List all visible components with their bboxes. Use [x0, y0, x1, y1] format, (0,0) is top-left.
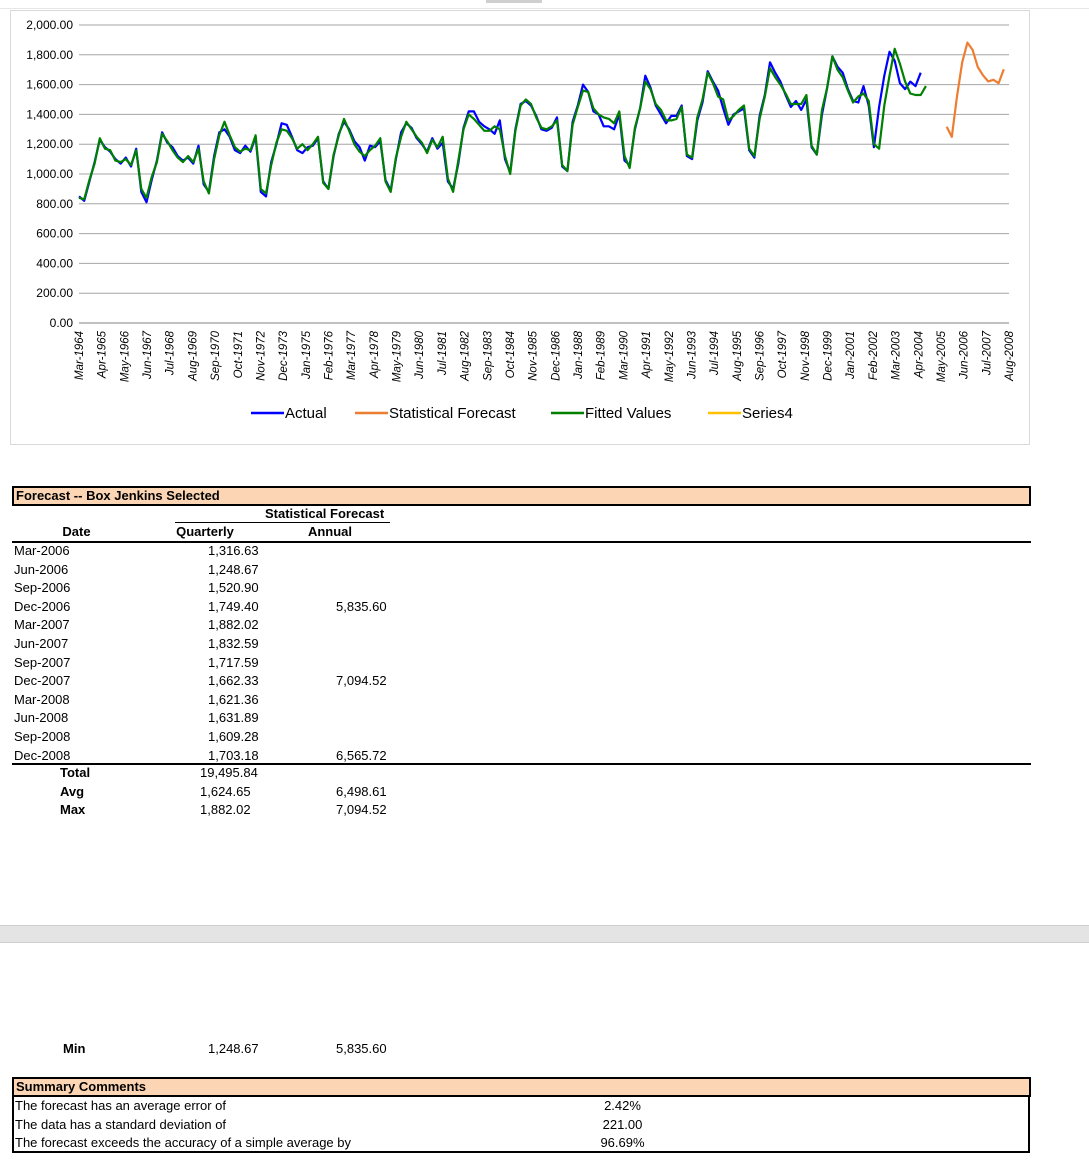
summary-comment-value: 96.69%	[600, 1135, 645, 1150]
x-tick-label: May-1979	[391, 331, 404, 383]
scroll-tab[interactable]	[486, 0, 542, 3]
x-tick-label: Jun-2006	[958, 331, 971, 379]
forecast-row-date: Jun-2007	[14, 636, 69, 651]
series-line-actual	[79, 52, 921, 203]
forecast-row-date: Dec-2008	[14, 748, 71, 763]
rows-bottom-border	[12, 763, 1031, 765]
group-header-underline	[175, 522, 390, 523]
x-tick-label: Mar-1977	[346, 331, 359, 381]
y-tick-label: 400.00	[36, 256, 73, 271]
summary-title: Summary Comments	[16, 1079, 147, 1094]
x-tick-label: Jun-1993	[686, 331, 699, 379]
x-tick-label: Aug-2008	[1004, 331, 1016, 381]
forecast-row-quarterly: 1,703.18	[208, 748, 259, 763]
min-label: Min	[63, 1041, 86, 1056]
forecast-row-date: Dec-2007	[14, 673, 71, 688]
x-tick-label: Mar-1990	[618, 331, 631, 381]
x-tick-label: Jan-1988	[573, 331, 586, 379]
quarterly-column-header: Quarterly	[176, 524, 234, 539]
summary-comment-text: The data has a standard deviation of	[15, 1117, 227, 1132]
summary-comment-text: The forecast has an average error of	[15, 1098, 227, 1113]
forecast-row-quarterly: 1,520.90	[208, 580, 259, 595]
y-tick-label: 200.00	[36, 286, 73, 301]
y-tick-label: 1,800.00	[26, 47, 73, 62]
x-tick-label: Dec-1973	[278, 331, 291, 381]
x-tick-label: Jun-1980	[414, 331, 427, 379]
x-tick-label: Nov-1972	[255, 331, 268, 381]
x-tick-label: Jul-1994	[709, 331, 722, 376]
x-tick-label: Oct-1971	[232, 331, 245, 379]
forecast-title-bar	[12, 486, 1031, 506]
min-annual: 5,835.60	[336, 1041, 387, 1056]
y-tick-label: 1,000.00	[26, 167, 73, 181]
x-tick-label: Feb-1989	[595, 331, 608, 381]
summary-comment-value: 221.00	[602, 1117, 643, 1132]
stat-label: Total	[60, 765, 91, 780]
x-tick-label: Apr-1978	[368, 331, 381, 379]
series-line-statistical-forecast	[947, 43, 1004, 137]
x-tick-label: Jan-1975	[300, 331, 313, 379]
y-tick-label: 2,000.00	[26, 18, 73, 32]
forecast-row-quarterly: 1,248.67	[208, 562, 259, 577]
legend-label: Statistical Forecast	[389, 405, 516, 422]
x-tick-label: Apr-2004	[913, 331, 926, 379]
x-tick-label: May-1992	[663, 331, 676, 383]
x-tick-label: May-1966	[119, 331, 132, 383]
stat-annual: 6,498.61	[336, 784, 387, 799]
forecast-row-quarterly: 1,749.40	[208, 599, 259, 614]
x-tick-label: Aug-1969	[187, 331, 200, 381]
x-tick-label: Jun-1967	[142, 331, 155, 379]
legend-label: Series4	[742, 405, 793, 422]
y-tick-label: 1,200.00	[26, 137, 73, 152]
stat-label: Avg	[60, 784, 85, 799]
forecast-chart	[10, 10, 1030, 445]
x-tick-label: Dec-1986	[550, 331, 563, 381]
y-tick-label: 800.00	[36, 196, 73, 211]
x-tick-label: Mar-2003	[890, 331, 903, 381]
forecast-row-annual: 7,094.52	[336, 673, 387, 688]
forecast-row-date: Mar-2007	[14, 617, 70, 632]
legend-label: Fitted Values	[585, 405, 672, 422]
x-tick-label: Oct-1984	[504, 331, 517, 379]
x-tick-label: Aug-1995	[731, 331, 744, 381]
x-tick-label: Sep-1983	[482, 331, 495, 381]
forecast-row-date: Dec-2006	[14, 599, 71, 614]
x-tick-label: Feb-2002	[867, 331, 880, 381]
forecast-row-quarterly: 1,621.36	[208, 692, 259, 707]
forecast-row-annual: 6,565.72	[336, 748, 387, 763]
x-tick-label: Sep-1970	[210, 331, 223, 381]
forecast-row-quarterly: 1,631.89	[208, 710, 259, 725]
x-tick-label: Nov-1998	[799, 331, 812, 381]
forecast-row-quarterly: 1,882.02	[208, 617, 259, 632]
stat-label: Max	[60, 802, 86, 817]
forecast-row-quarterly: 1,662.33	[208, 673, 259, 688]
x-tick-label: Apr-1965	[96, 331, 109, 379]
stat-quarterly: 1,882.02	[200, 802, 251, 817]
forecast-row-quarterly: 1,717.59	[208, 655, 259, 670]
min-quarterly: 1,248.67	[208, 1041, 259, 1056]
x-tick-label: Dec-1999	[822, 331, 835, 381]
legend-label: Actual	[285, 405, 327, 422]
header-bottom-border	[12, 541, 1031, 543]
annual-column-header: Annual	[307, 524, 353, 539]
forecast-row-quarterly: 1,316.63	[208, 543, 259, 558]
forecast-row-quarterly: 1,609.28	[208, 729, 259, 744]
forecast-row-date: Sep-2008	[14, 729, 71, 744]
stat-quarterly: 1,624.65	[200, 784, 251, 799]
x-tick-label: Apr-1991	[641, 331, 654, 379]
series-line-fitted-values	[79, 49, 926, 200]
x-tick-label: Nov-1985	[527, 331, 540, 381]
x-tick-label: May-2005	[935, 331, 948, 383]
summary-title-bar	[12, 1077, 1031, 1097]
forecast-row-date: Jun-2008	[14, 710, 69, 725]
stat-quarterly: 19,495.84	[200, 765, 258, 780]
forecast-row-date: Mar-2008	[14, 692, 70, 707]
y-tick-label: 1,600.00	[26, 77, 73, 92]
forecast-row-date: Sep-2006	[14, 580, 71, 595]
x-tick-label: Jan-2001	[845, 331, 858, 379]
forecast-row-date: Sep-2007	[14, 655, 71, 670]
y-tick-label: 1,400.00	[26, 107, 73, 122]
forecast-title: Forecast -- Box Jenkins Selected	[16, 488, 220, 503]
forecast-row-annual: 5,835.60	[336, 599, 387, 614]
date-column-header: Date	[62, 524, 91, 539]
x-tick-label: Aug-1982	[459, 331, 472, 381]
x-tick-label: Oct-1997	[777, 331, 790, 379]
statistical-forecast-header: Statistical Forecast	[265, 506, 385, 521]
x-tick-label: Feb-1976	[323, 331, 336, 381]
forecast-row-quarterly: 1,832.59	[208, 636, 259, 651]
summary-comment-value: 2.42%	[604, 1098, 641, 1113]
forecast-row-date: Mar-2006	[14, 543, 70, 558]
stat-annual: 7,094.52	[336, 802, 387, 817]
x-tick-label: Jul-1981	[436, 331, 449, 376]
forecast-row-date: Jun-2006	[14, 562, 69, 577]
x-tick-label: Jul-1968	[164, 331, 177, 376]
y-tick-label: 0.00	[49, 316, 73, 330]
summary-comment-text: The forecast exceeds the accuracy of a simple average by	[15, 1135, 352, 1150]
x-tick-label: Jul-2007	[981, 331, 994, 376]
sheet-divider	[0, 925, 1089, 943]
chart-svg	[11, 11, 1029, 444]
x-tick-label: Sep-1996	[754, 331, 767, 381]
window-top-edge	[0, 0, 1089, 9]
y-tick-label: 600.00	[36, 226, 73, 241]
x-tick-label: Mar-1964	[74, 331, 86, 381]
